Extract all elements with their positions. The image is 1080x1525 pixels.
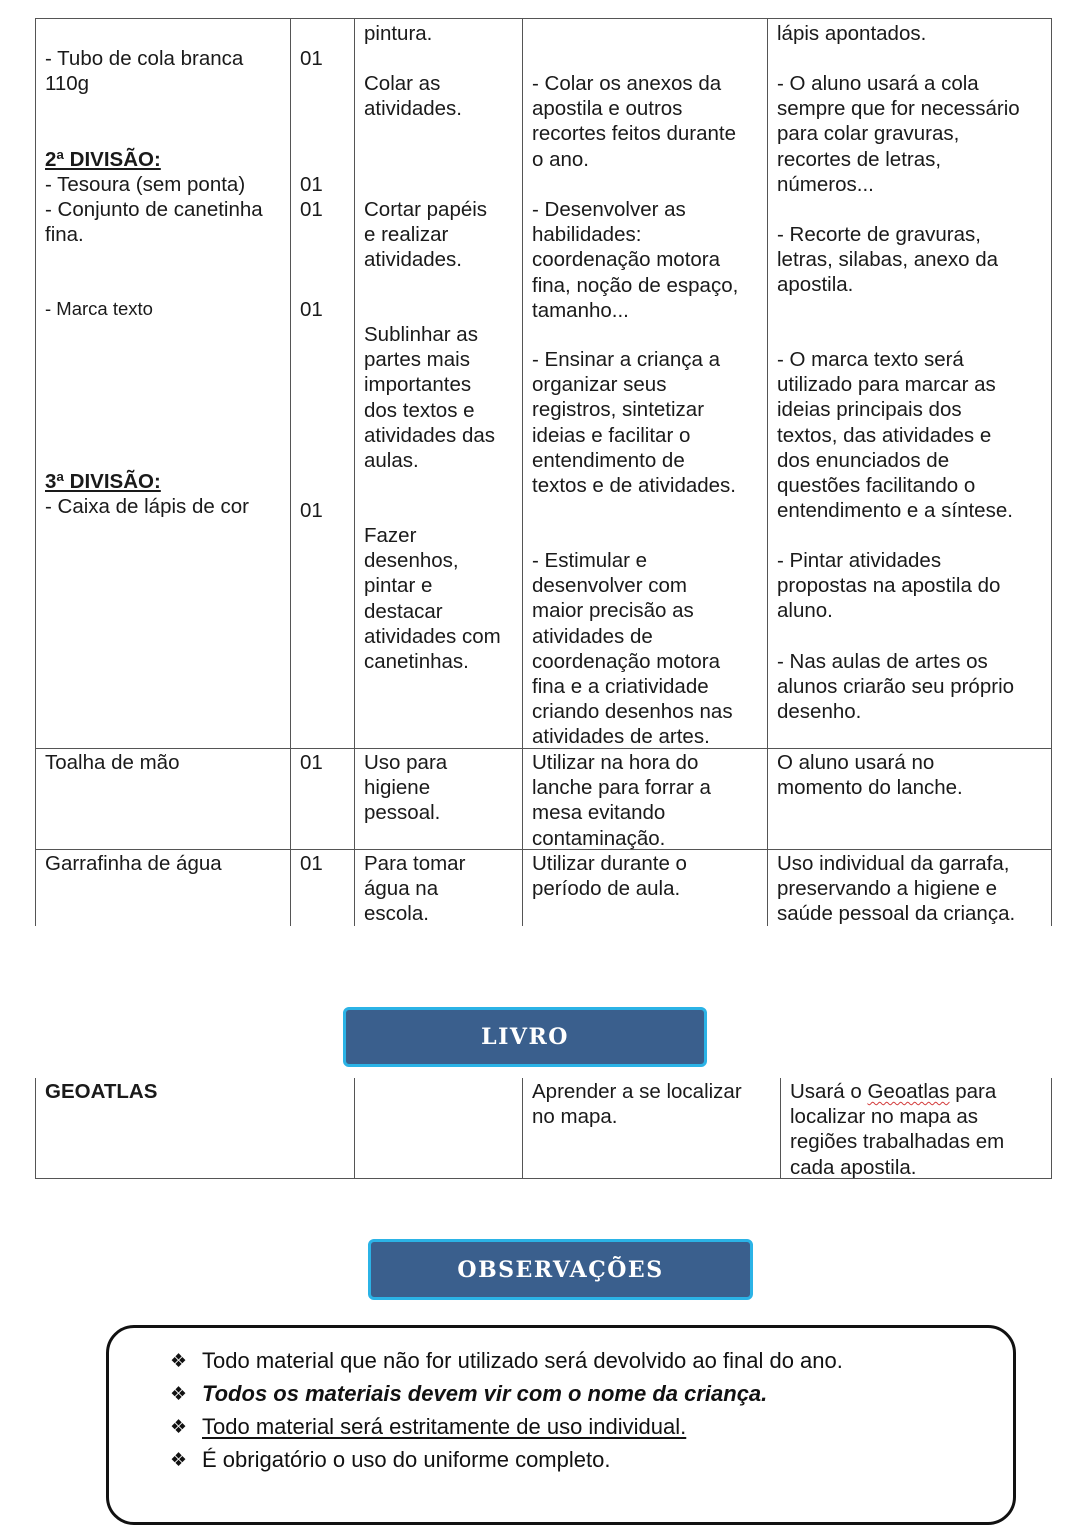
- qty-tesoura: 01: [300, 173, 323, 196]
- item-toalha: Toalha de mão: [45, 751, 180, 774]
- goal-colar: - Colar os anexos da apostila e outros recortes feitos durante o ano.: [532, 72, 736, 171]
- diamond-bullet-icon: ❖: [170, 1416, 188, 1438]
- obs-item-1: ❖ Todo material que não for utilizado será devolvido ao final do ano.: [170, 1348, 843, 1373]
- item-garrafa: Garrafinha de água: [45, 852, 222, 875]
- use-cortar: Cortar papéis e realizar atividades.: [364, 198, 488, 272]
- table-col-border: [35, 1078, 36, 1179]
- division-3-heading: 3ª DIVISÃO:: [45, 470, 161, 493]
- livro-banner: LIVRO: [343, 1007, 707, 1067]
- goal-ensinar: - Ensinar a criança a organizar seus registros, sintetizar ideias e facilitar o entendimento de textos e de atividades.: [532, 348, 736, 498]
- how-lapis: lápis apontados.: [777, 22, 927, 45]
- table-col-border: [1051, 1078, 1052, 1179]
- table-col-border: [290, 18, 291, 926]
- livro-uso-rest: localizar no mapa as regiões trabalhadas em cada apostila.: [790, 1105, 1005, 1179]
- item-tubo-cola: - Tubo de cola branca 110g: [45, 47, 244, 96]
- table-col-border: [1051, 18, 1052, 926]
- table-col-border: [767, 18, 768, 926]
- item-lapis-cor: - Caixa de lápis de cor: [45, 495, 249, 518]
- table-top-border: [35, 18, 1052, 19]
- use-pintura: pintura.: [364, 22, 433, 45]
- division-2-heading: 2ª DIVISÃO:: [45, 148, 161, 171]
- qty-canetinha: 01: [300, 198, 323, 221]
- table-col-border: [354, 18, 355, 926]
- table-col-border: [780, 1078, 781, 1179]
- table-col-border: [522, 18, 523, 926]
- how-marca-texto: - O marca texto será utilizado para marcar as ideias principais dos textos, das atividades e dos enunciados de questões facilitando o entendimento e a síntese.: [777, 348, 1013, 523]
- goal-desenvolver: - Desenvolver as habilidades: coordenação motora fina, noção de espaço, tamanho...: [532, 198, 739, 322]
- diamond-bullet-icon: ❖: [170, 1383, 188, 1405]
- item-marca-texto: - Marca texto: [45, 298, 153, 319]
- obs-item-2: ❖ Todos os materiais devem vir com o nome da criança.: [170, 1381, 768, 1406]
- item-canetinha: - Conjunto de canetinha fina.: [45, 198, 263, 247]
- use-colar: Colar as atividades.: [364, 72, 463, 121]
- item-tesoura: - Tesoura (sem ponta): [45, 173, 246, 196]
- goal-garrafa: Utilizar durante o período de aula.: [532, 852, 687, 901]
- use-garrafa: Para tomar água na escola.: [364, 852, 466, 926]
- table-col-border: [522, 1078, 523, 1179]
- use-toalha: Uso para higiene pessoal.: [364, 751, 448, 825]
- how-toalha: O aluno usará no momento do lanche.: [777, 751, 963, 800]
- qty-caixa: 01: [300, 499, 323, 522]
- use-desenhos: Fazer desenhos, pintar e destacar atividades com canetinhas.: [364, 524, 501, 674]
- goal-estimular: - Estimular e desenvolver com maior precisão as atividades de coordenação motora fina e a criatividade criando desenhos nas atividades de artes.: [532, 549, 733, 749]
- how-artes: - Nas aulas de artes os alunos criarão seu próprio desenho.: [777, 650, 1015, 724]
- how-recorte: - Recorte de gravuras, letras, silabas, anexo da apostila.: [777, 223, 999, 297]
- diamond-bullet-icon: ❖: [170, 1350, 188, 1372]
- table-col-border: [35, 18, 36, 926]
- qty-marca: 01: [300, 298, 323, 321]
- qty-garrafa: 01: [300, 852, 323, 875]
- diamond-bullet-icon: ❖: [170, 1449, 188, 1471]
- livro-uso: [790, 1079, 1004, 1180]
- goal-toalha: Utilizar na hora do lanche para forrar a mesa evitando contaminação.: [532, 751, 711, 850]
- qty-toalha: 01: [300, 751, 323, 774]
- livro-uso-line1: Usará o Geoatlas para: [790, 1080, 997, 1103]
- observacoes-banner: OBSERVAÇÕES: [368, 1239, 753, 1300]
- spellcheck-word: Geoatlas: [867, 1080, 950, 1103]
- use-sublinhar: Sublinhar as partes mais importantes dos textos e atividades das aulas.: [364, 323, 496, 473]
- livro-item: GEOATLAS: [45, 1080, 158, 1103]
- obs-item-3: ❖ Todo material será estritamente de uso individual.: [170, 1414, 687, 1439]
- how-cola: - O aluno usará a cola sempre que for necessário para colar gravuras, recortes de letras, números...: [777, 72, 1020, 196]
- table-col-border: [354, 1078, 355, 1179]
- livro-objetivo: Aprender a se localizar no mapa.: [532, 1080, 742, 1129]
- obs-item-4: ❖ É obrigatório o uso do uniforme completo.: [170, 1447, 611, 1472]
- how-pintar: - Pintar atividades propostas na apostila do aluno.: [777, 549, 1001, 623]
- qty-tubo: 01: [300, 47, 323, 70]
- how-garrafa: Uso individual da garrafa, preservando a higiene e saúde pessoal da criança.: [777, 852, 1016, 926]
